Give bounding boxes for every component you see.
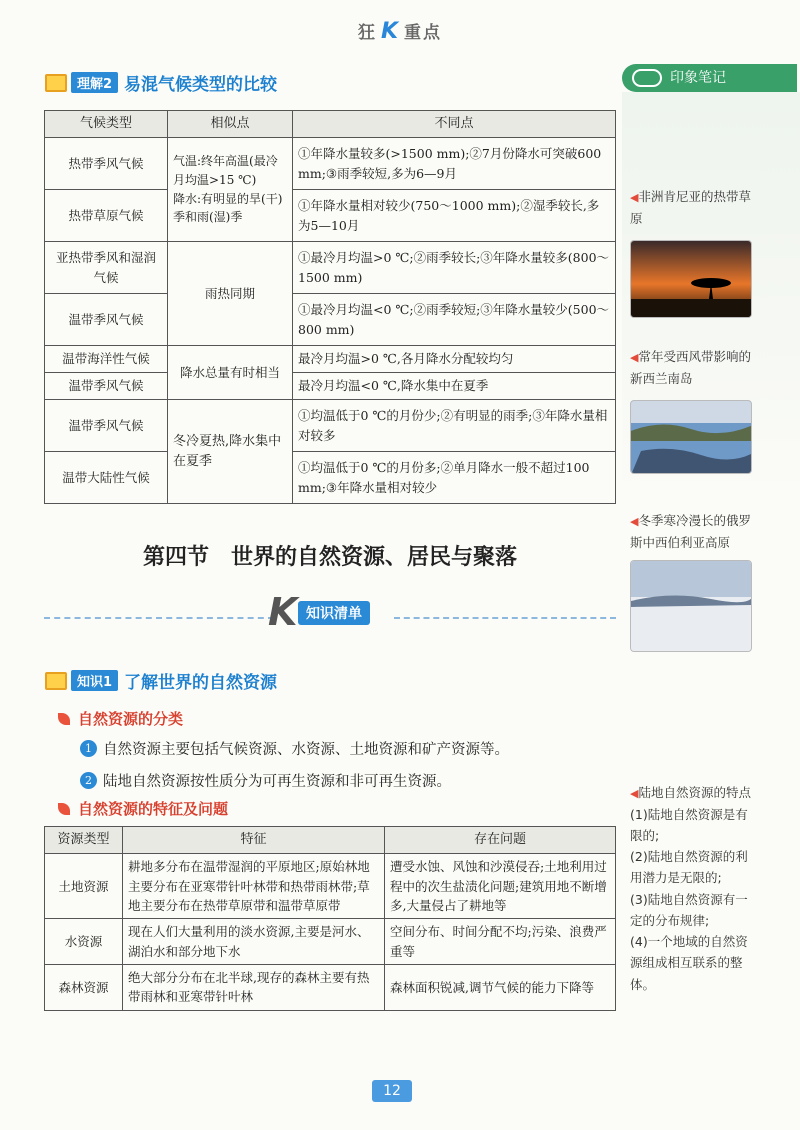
similarity: 气温:终年高温(最冷月均温>15 ℃) 降水:有明显的旱(干)季和雨(湿)季 (168, 138, 293, 242)
cloud-icon (632, 69, 662, 87)
resource-feature: 现在人们大量利用的淡水资源,主要是河水、湖泊水和部分地下水 (123, 919, 385, 965)
resource-problem: 森林面积锐减,调节气候的能力下降等 (385, 965, 616, 1011)
header-k-logo: K (380, 19, 401, 44)
book-icon (45, 672, 67, 690)
col-header: 不同点 (293, 111, 616, 138)
similarity: 冬冷夏热,降水集中在夏季 (168, 400, 293, 504)
section-tag: 理解2 (71, 72, 118, 93)
section-title: 了解世界的自然资源 (124, 673, 278, 693)
impression-notes-label: 印象笔记 (622, 64, 797, 92)
list-item: 2 陆地自然资源按性质分为可再生资源和非可再生资源。 (80, 770, 451, 791)
col-header: 存在问题 (385, 827, 616, 854)
section-title: 易混气候类型的比较 (124, 75, 278, 95)
difference: ①均温低于0 ℃的月份多;②单月降水一般不超过100 mm;③年降水量相对较少 (293, 452, 616, 504)
section-heading-2 (45, 668, 277, 693)
savanna-photo (630, 240, 752, 318)
leaf-icon (58, 713, 70, 725)
page-number: 12 (372, 1080, 412, 1102)
resource-type: 水资源 (45, 919, 123, 965)
resource-type: 土地资源 (45, 854, 123, 919)
resource-problem: 空间分布、时间分配不均;污染、浪费严重等 (385, 919, 616, 965)
header-left: 狂 (357, 23, 377, 43)
page-header (0, 18, 800, 44)
banner-line-left (44, 617, 274, 619)
difference: 最冷月均温>0 ℃,各月降水分配较均匀 (293, 346, 616, 373)
difference: ①年降水量相对较少(750～1000 mm);②湿季较长,多为5—10月 (293, 190, 616, 242)
difference: ①最冷月均温<0 ℃;②雨季较短;③年降水量较少(500～800 mm) (293, 294, 616, 346)
new-zealand-photo (630, 400, 752, 474)
chapter-title: 第四节 世界的自然资源、居民与聚落 (142, 544, 517, 570)
climate-table (44, 110, 616, 504)
difference: ①年降水量较多(>1500 mm);②7月份降水可突破600 mm;③雨季较短,多为6—9月 (293, 138, 616, 190)
climate-type: 温带季风气候 (45, 400, 168, 452)
knowledge-list-label: 知识清单 (298, 601, 370, 625)
difference: 最冷月均温<0 ℃,降水集中在夏季 (293, 373, 616, 400)
climate-type: 亚热带季风和湿润气候 (45, 242, 168, 294)
difference: ①均温低于0 ℃的月份少;②有明显的雨季;③年降水量相对较多 (293, 400, 616, 452)
knowledge-badge (268, 590, 388, 634)
climate-type: 温带季风气候 (45, 294, 168, 346)
col-header: 资源类型 (45, 827, 123, 854)
section-heading-1 (45, 70, 277, 95)
climate-type: 温带季风气候 (45, 373, 168, 400)
resource-feature: 绝大部分分布在北半球,现存的森林主要有热带雨林和亚寒带针叶林 (123, 965, 385, 1011)
col-header: 气候类型 (45, 111, 168, 138)
banner-line-right (394, 617, 616, 619)
col-header: 特征 (123, 827, 385, 854)
climate-type: 温带大陆性气候 (45, 452, 168, 504)
difference: ①最冷月均温>0 ℃;②雨季较长;③年降水量较多(800～1500 mm) (293, 242, 616, 294)
leaf-icon (58, 803, 70, 815)
climate-type: 温带海洋性气候 (45, 346, 168, 373)
k-logo: K (268, 590, 298, 634)
resource-type: 森林资源 (45, 965, 123, 1011)
climate-type: 热带季风气候 (45, 138, 168, 190)
side-note-nz: ◀常年受西风带影响的新西兰南岛 (630, 349, 751, 386)
subheading-features: 自然资源的特征及问题 (58, 798, 228, 819)
climate-type: 热带草原气候 (45, 190, 168, 242)
similarity: 降水总量有时相当 (168, 346, 293, 400)
subheading-classification: 自然资源的分类 (58, 708, 183, 729)
header-right: 重点 (404, 23, 443, 43)
side-note-land-features: ◀陆地自然资源的特点 (1)陆地自然资源是有限的; (2)陆地自然资源的利用潜力是无限的; (3)陆地自然资源有一定的分布规律; (4)一个地域的自然资源组成相互联系的整体。 (630, 785, 751, 992)
triangle-icon: ◀ (630, 515, 639, 528)
triangle-icon: ◀ (630, 191, 639, 204)
triangle-icon: ◀ (630, 787, 639, 800)
side-note-siberia: ◀冬季寒冷漫长的俄罗斯中西伯利亚高原 (630, 513, 751, 550)
book-icon (45, 74, 67, 92)
number-badge: 1 (80, 740, 97, 757)
siberia-photo (630, 560, 752, 652)
resource-problem: 遭受水蚀、风蚀和沙漠侵吞;土地利用过程中的次生盐渍化问题;建筑用地不断增多,大量侵占了耕地等 (385, 854, 616, 919)
resource-feature: 耕地多分布在温带湿润的平原地区;原始林地主要分布在亚寒带针叶林带和热带雨林带;草地主要分布在热带草原带和温带草原带 (123, 854, 385, 919)
triangle-icon: ◀ (630, 351, 639, 364)
number-badge: 2 (80, 772, 97, 789)
section-tag: 知识1 (71, 670, 118, 691)
resource-table (44, 826, 616, 1011)
col-header: 相似点 (168, 111, 293, 138)
similarity: 雨热同期 (168, 242, 293, 346)
side-note-kenya: ◀非洲肯尼亚的热带草原 (630, 189, 751, 226)
list-item: 1 自然资源主要包括气候资源、水资源、土地资源和矿产资源等。 (80, 738, 509, 759)
